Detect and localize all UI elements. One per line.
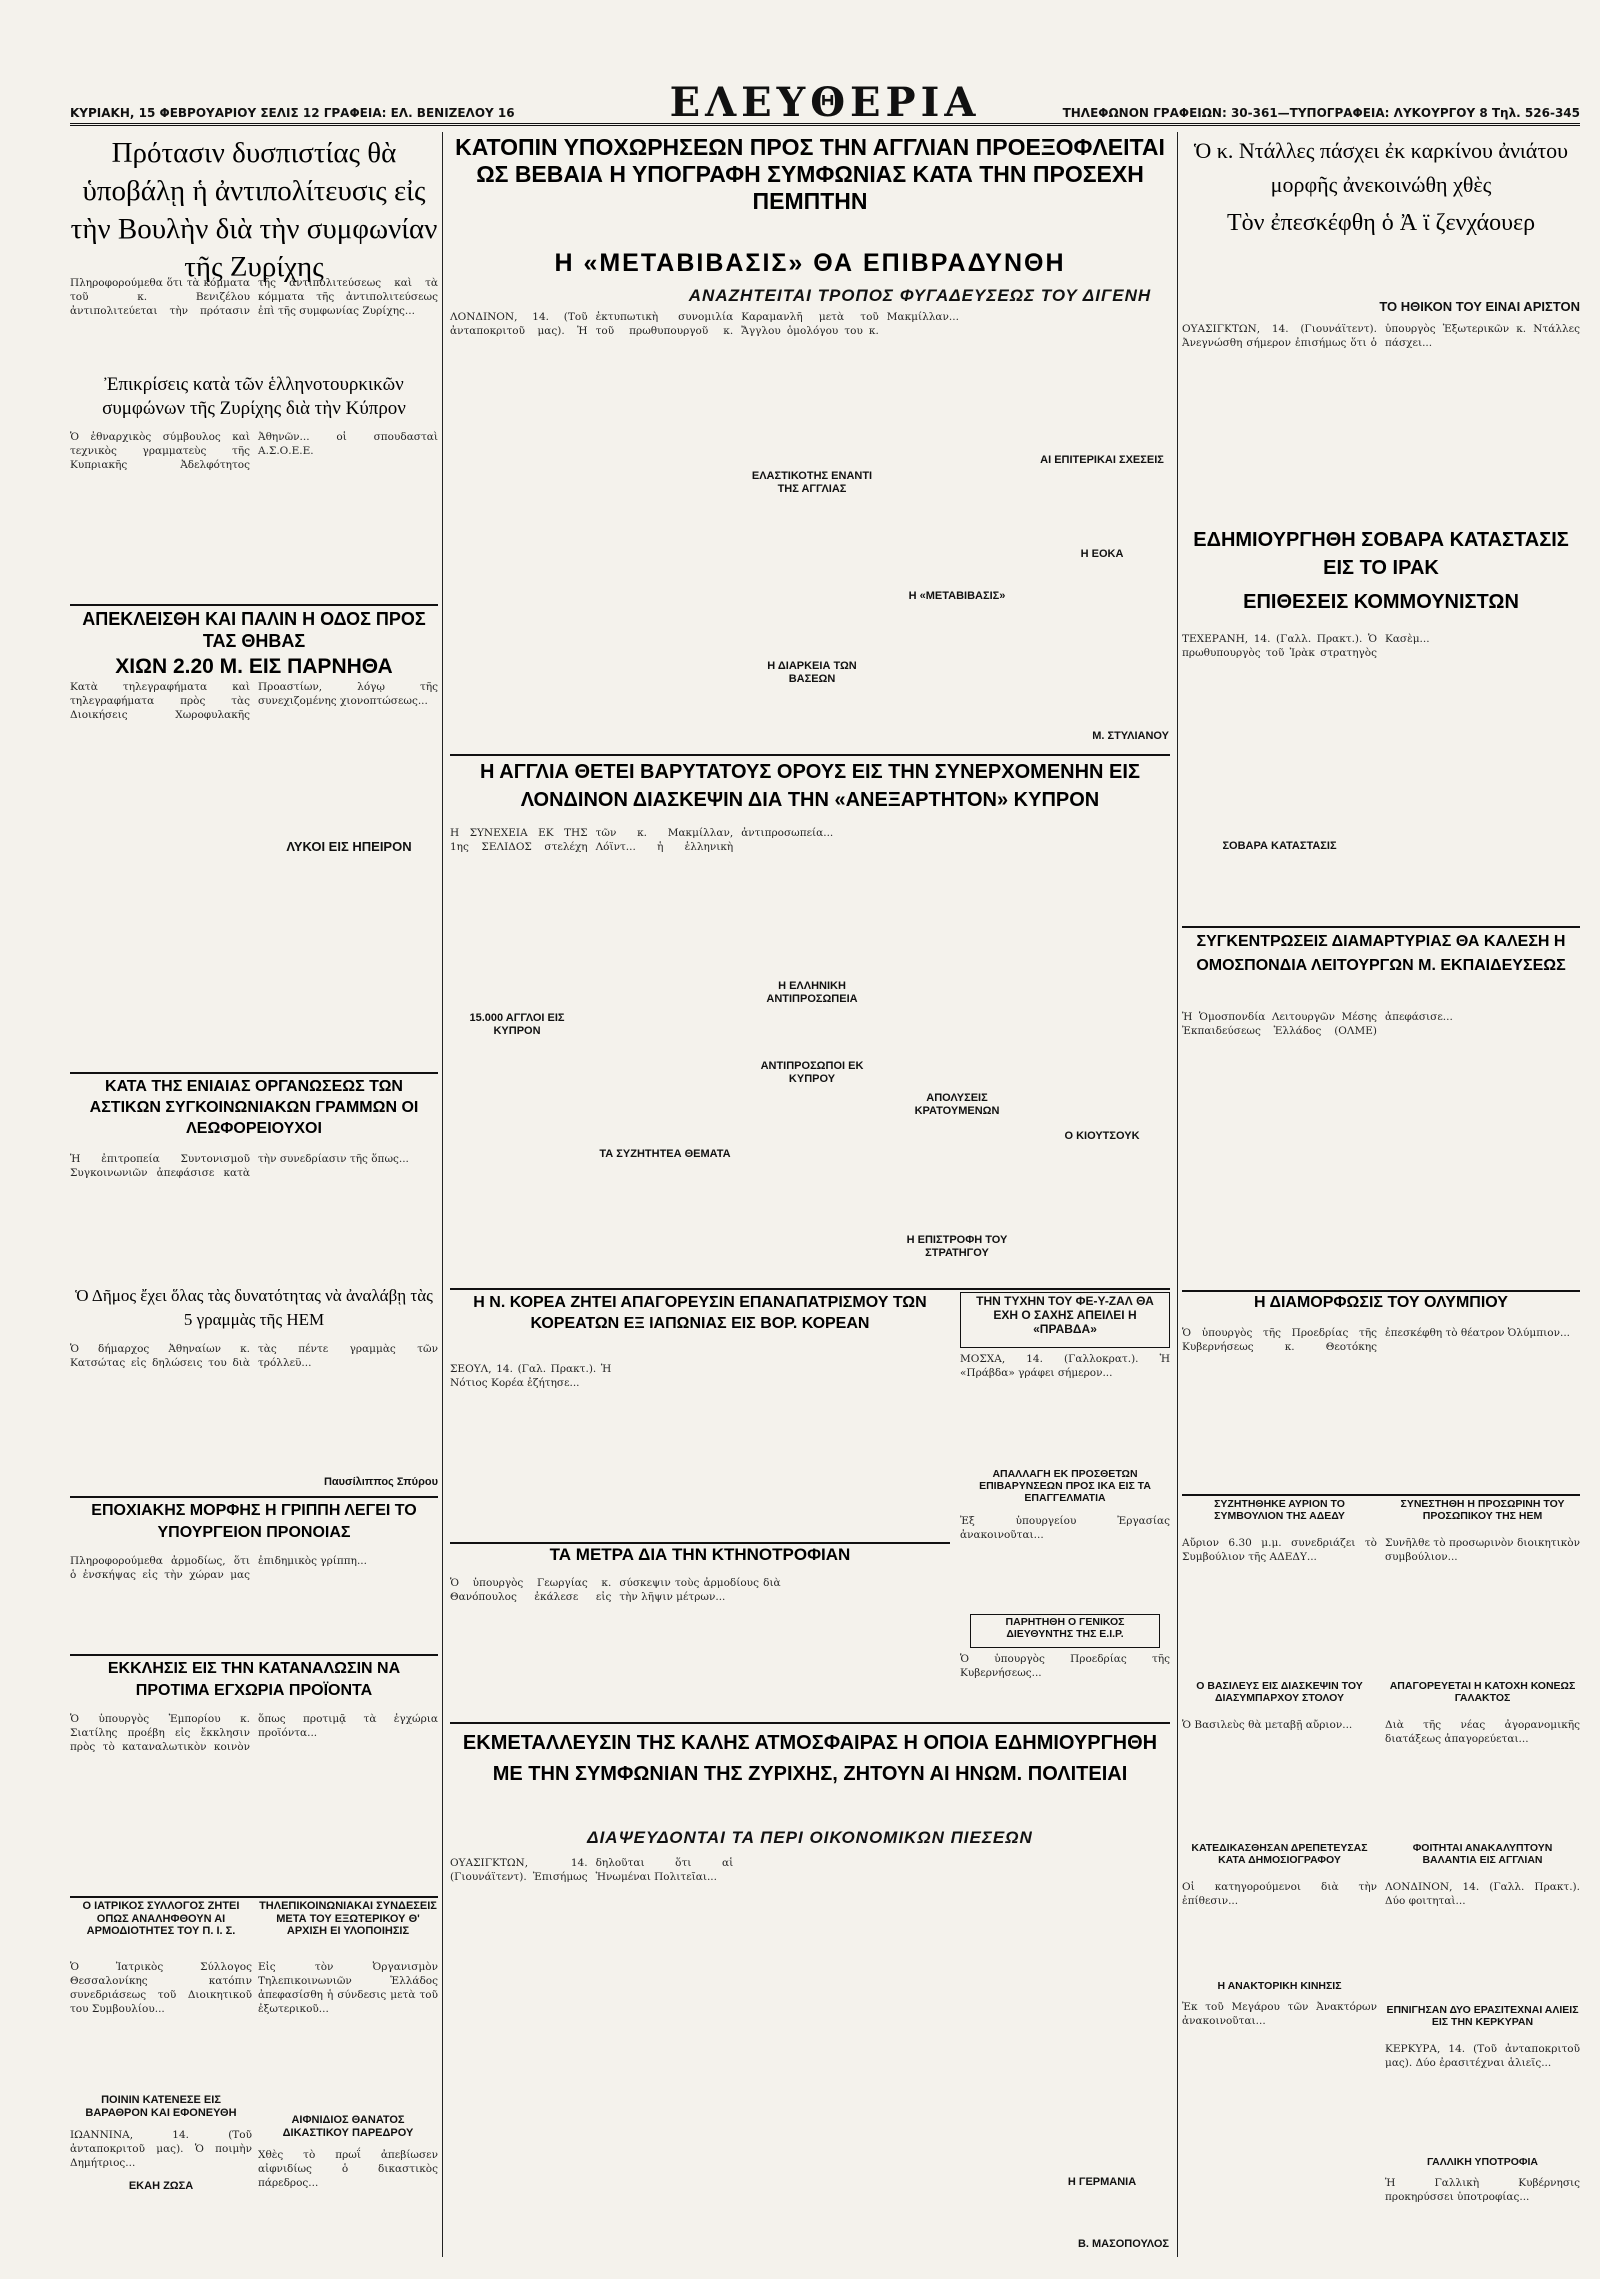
subheadline: ΔΙΑΨΕΥΔΟΝΤΑΙ ΤΑ ΠΕΡΙ ΟΙΚΟΝΟΜΙΚΩΝ ΠΙΕΣΕΩΝ bbox=[587, 1828, 1033, 1847]
article-katopin bbox=[450, 134, 1170, 248]
headline: ΕΠΝΙΓΗΣΑΝ ΔΥΟ ΕΡΑΣΙΤΕΧΝΑΙ ΑΛΙΕΙΣ ΕΙΣ ΤΗΝ ΚΕΡΚΥΡΑΝ bbox=[1386, 2004, 1579, 2029]
article-paraitisi bbox=[970, 1614, 1160, 1648]
article-dimos bbox=[70, 1284, 438, 1338]
article-parnitha bbox=[70, 608, 438, 678]
article-olympiou bbox=[1182, 1294, 1580, 1322]
byline: Β. ΜΑΣΟΠΟΥΛΟΣ bbox=[1077, 2238, 1169, 2250]
article-apallagi bbox=[960, 1468, 1170, 1512]
article-body: Ὁ Βασιλεὺς θὰ μεταβῇ αὔριον... bbox=[1182, 1719, 1353, 1731]
date-line: ΚΥΡΙΑΚΗ, 15 ΦΕΒΡΟΥΑΡΙΟΥ ΣΕΛΙΣ 12 ΓΡΑΦΕΙΑ: ΕΛ. ΒΕΝΙΖΕΛΟΥ 16 bbox=[70, 106, 515, 120]
article-protasin bbox=[70, 134, 438, 283]
section-heading: Ο ΚΙΟΥΤΣΟΥΚ bbox=[1064, 1130, 1140, 1142]
section-rule bbox=[450, 1542, 950, 1544]
headline: Η ΔΙΑΜΟΡΦΩΣΙΣ ΤΟΥ ΟΛΥΜΠΙΟΥ bbox=[1254, 1294, 1508, 1311]
article-syneteithi bbox=[1385, 1498, 1580, 1534]
section-rule bbox=[70, 1896, 438, 1898]
article-body: Οἱ κατηγορούμενοι διὰ τὴν ἐπίθεσιν... bbox=[1182, 1881, 1377, 1907]
section-rule bbox=[1182, 1494, 1580, 1496]
article-syzitithi bbox=[1182, 1498, 1377, 1534]
article-body: Χθὲς τὸ πρωΐ ἀπεβίωσεν αἰφνιδίως ὁ δικαστικὸς πάρεδρος... bbox=[258, 2149, 438, 2189]
section-heading: Η ΕΛΛΗΝΙΚΗ ΑΝΤΙΠΡΟΣΩΠΕΙΑ bbox=[766, 980, 858, 1005]
article-body: ΙΩΑΝΝΙΝΑ, 14. (Τοῦ ἀνταποκριτοῦ μας). Ὁ ποιμὴν Δημήτριος... bbox=[70, 2129, 252, 2169]
headline: ΕΚΜΕΤΑΛΛΕΥΣΙΝ ΤΗΣ ΚΑΛΗΣ ΑΤΜΟΣΦΑΙΡΑΣ Η ΟΠΟΙΑ ΕΔΗΜΙΟΥΡΓΗΘΗ ΜΕ ΤΗΝ ΣΥΜΦΩΝΙΑΝ ΤΗΣ ΖΥΡΙΧΗΣ, ΖΗΤΟΥΝ ΑΙ ΗΝΩΜ. ΠΟΛΙΤΕΙΑΙ bbox=[462, 1732, 1158, 1785]
headline: ΦΟΙΤΗΤΑΙ ΑΝΑΚΑΛΥΠΤΟΥΝ ΒΑΛΑΝΤΙΑ ΕΙΣ ΑΓΓΛΙΑΝ bbox=[1412, 1842, 1553, 1867]
headline: ΕΔΗΜΙΟΥΡΓΗΘΗ ΣΟΒΑΡΑ ΚΑΤΑΣΤΑΣΙΣ ΕΙΣ ΤΟ ΙΡΑΚ bbox=[1193, 529, 1569, 579]
section-heading: Η ΕΟΚΑ bbox=[1080, 548, 1124, 560]
article-body: Ὁ δήμαρχος Ἀθηναίων κ. Κατσώτας εἰς δηλώσεις του διὰ τὰς πέντε γραμμὰς τῶν τρόλλεϋ... bbox=[70, 1343, 438, 1369]
section-rule bbox=[450, 754, 1170, 756]
headline: ΚΑΤΕΔΙΚΑΣΘΗΣΑΝ ΔΡΕΠΕΤΕΥΣΑΣ ΚΑΤΑ ΔΗΜΟΣΙΟΓΡΑΦΟΥ bbox=[1191, 1842, 1368, 1867]
section-heading: 15.000 ΑΓΓΛΟΙ ΕΙΣ ΚΥΠΡΟΝ bbox=[469, 1012, 565, 1037]
article-body: Ἡ Γαλλικὴ Κυβέρνησις προκηρύσσει ὑποτροφίας... bbox=[1385, 2177, 1580, 2203]
article-gripi bbox=[70, 1500, 438, 1552]
headline: Ὁ Δῆμος ἔχει ὅλας τὰς δυνατότητας νὰ ἀναλάβῃ τὰς 5 γραμμὰς τῆς ΗΕΜ bbox=[75, 1286, 433, 1329]
article-body: Η ΣΥΝΕΧΕΙΑ ΕΚ ΤΗΣ 1ης ΣΕΛΙΔΟΣ στελέχη τῶν κ. Μακμίλλαν, Λόϊντ... ἡ ἑλληνικὴ ἀντιπροσωπεία... bbox=[450, 827, 834, 853]
headline: ΤΑ ΜΕΤΡΑ ΔΙΑ ΤΗΝ ΚΤΗΝΟΤΡΟΦΙΑΝ bbox=[549, 1545, 851, 1564]
article-omospondia bbox=[1182, 930, 1580, 1006]
headline: ΤΗΛΕΠΙΚΟΙΝΩΝΙΑΚΑΙ ΣΥΝΔΕΣΕΙΣ ΜΕΤΑ ΤΟΥ ΕΞΩΤΕΡΙΚΟΥ Θ' ΑΡΧΙΣΗ ΕΙ ΥΛΟΠΟΙΗΣΙΣ bbox=[259, 1900, 437, 1938]
article-tilepikoinoniakai bbox=[258, 1900, 438, 1958]
article-body: Πληροφορούμεθα ἀρμοδίως, ὅτι ὁ ἐνσκήψας εἰς τὴν χώραν μας ἐπιδημικὸς γρίππη... bbox=[70, 1555, 367, 1581]
section-heading: Η «ΜΕΤΑΒΙΒΑΣΙΣ» bbox=[908, 590, 1006, 602]
headline: ΑΙΦΝΙΔΙΟΣ ΘΑΝΑΤΟΣ ΔΙΚΑΣΤΙΚΟΥ ΠΑΡΕΔΡΟΥ bbox=[282, 2114, 414, 2139]
section-rule bbox=[70, 1496, 438, 1498]
column-rule bbox=[1177, 132, 1178, 2257]
article-body: Ὁ ὑπουργὸς Γεωργίας κ. Θανόπουλος ἐκάλεσε εἰς σύσκεψιν τοὺς ἀρμοδίους διὰ τὴν λῆψιν μέτρων... bbox=[450, 1577, 781, 1603]
article-enaia bbox=[70, 1076, 438, 1150]
subheadline: ΧΙΩΝ 2.20 Μ. ΕΙΣ ΠΑΡΝΗΘΑ bbox=[115, 655, 393, 678]
article-body: Ὁ Ἰατρικὸς Σύλλογος Θεσσαλονίκης κατόπιν συνεδριάσεως τοῦ Διοικητικοῦ του Συμβουλίου... bbox=[70, 1961, 252, 2015]
article-body: ΤΕΧΕΡΑΝΗ, 14. (Γαλλ. Πρακτ.). Ὁ πρωθυπουργὸς τοῦ Ἰρὰκ στρατηγὸς Κασὲμ... bbox=[1182, 633, 1430, 659]
article-anglia bbox=[450, 758, 1170, 822]
article-body: Διὰ τῆς νέας ἀγορανομικῆς διατάξεως ἀπαγορεύεται... bbox=[1385, 1719, 1580, 1745]
article-body: ΟΥΑΣΙΓΚΤΩΝ, 14. (Γιουνάϊτεντ). Ἀνεγνώσθη σήμερον ἐπισήμως ὅτι ὁ ὑπουργὸς Ἐξωτερικῶν κ. Ντάλλες πάσχει... bbox=[1182, 323, 1580, 349]
article-epinihsan bbox=[1385, 2004, 1580, 2040]
article-body: Ἡ ἐπιτροπεία Συντονισμοῦ Συγκοινωνιῶν ἀπεφάσισε κατὰ τὴν συνεδρίασιν τῆς ὅπως... bbox=[70, 1153, 409, 1179]
headline: ΑΠΑΛΛΑΓΗ ΕΚ ΠΡΟΣΘΕΤΩΝ ΕΠΙΒΑΡΥΝΣΕΩΝ ΠΡΟΣ ΙΚΑ ΕΙΣ ΤΑ ΕΠΑΓΓΕΛΜΑΤΙΑ bbox=[979, 1468, 1151, 1505]
headline: ΕΚΚΛΗΣΙΣ ΕΙΣ ΤΗΝ ΚΑΤΑΝΑΛΩΣΙΝ ΝΑ ΠΡΟΤΙΜΑ ΕΓΧΩΡΙΑ ΠΡΟΪΟΝΤΑ bbox=[107, 1660, 401, 1699]
section-rule bbox=[1182, 1290, 1580, 1292]
subheadline: ΕΠΙΘΕΣΕΙΣ ΚΟΜΜΟΥΝΙΣΤΩΝ bbox=[1243, 591, 1519, 613]
article-eklisis bbox=[70, 1658, 438, 1710]
section-heading: Η ΓΕΡΜΑΝΙΑ bbox=[1067, 2176, 1137, 2188]
section-rule bbox=[450, 1722, 1170, 1724]
section-heading: ΛΥΚΟΙ ΕΙΣ ΗΠΕΙΡΟΝ bbox=[286, 839, 412, 854]
headline-2: Τὸν ἐπεσκέφθη ὁ Ἀ ϊ ζενχάουερ bbox=[1226, 210, 1536, 236]
headline-metavivasis bbox=[450, 250, 1170, 284]
article-ktinotrofia bbox=[450, 1546, 950, 1574]
headline: Η ΑΝΑΚΤΟΡΙΚΗ ΚΙΝΗΣΙΣ bbox=[1217, 1980, 1342, 1992]
article-korea bbox=[450, 1292, 950, 1358]
byline: Μ. ΣΤΥΛΙΑΝΟΥ bbox=[1092, 730, 1169, 742]
section-heading: Η ΕΠΙΣΤΡΟΦΗ ΤΟΥ ΣΤΡΑΤΗΓΟΥ bbox=[906, 1234, 1008, 1259]
section-heading: ΣΟΒΑΡΑ ΚΑΤΑΣΤΑΣΙΣ bbox=[1222, 840, 1337, 852]
headline: Ἐπικρίσεις κατὰ τῶν ἑλληνοτουρκικῶν συμφώνων τῆς Ζυρίχης διὰ τὴν Κύπρον bbox=[102, 374, 406, 419]
article-body: Ὁ ὑπουργὸς Προεδρίας τῆς Κυβερνήσεως... bbox=[960, 1653, 1170, 1679]
headline: ΣΥΖΗΤΗΘΗΚΕ ΑΥΡΙΟΝ ΤΟ ΣΥΜΒΟΥΛΙΟΝ ΤΗΣ ΑΔΕΔΥ bbox=[1214, 1498, 1345, 1523]
subheadline: ΑΝΑΖΗΤΕΙΤΑΙ ΤΡΟΠΟΣ ΦΥΓΑΔΕΥΣΕΩΣ ΤΟΥ ΔΙΓΕΝΗ bbox=[688, 286, 1152, 305]
masthead bbox=[70, 80, 1580, 126]
article-irak bbox=[1182, 526, 1580, 626]
article-aifnidios bbox=[258, 2114, 438, 2146]
ekah-heading: ΕΚΑΗ ΖΩΣΑ bbox=[128, 2180, 194, 2192]
section-rule bbox=[70, 1072, 438, 1074]
subhead-pieseon bbox=[450, 1828, 1170, 1852]
section-heading: ΑΠΟΛΥΣΕΙΣ ΚΡΑΤΟΥΜΕΝΩΝ bbox=[914, 1092, 1000, 1117]
headline: ΣΥΝΕΣΤΗΘΗ Η ΠΡΟΣΩΡΙΝΗ ΤΟΥ ΠΡΟΣΩΠΙΚΟΥ ΤΗΣ ΗΕΜ bbox=[1400, 1498, 1565, 1523]
headline: Η ΑΓΓΛΙΑ ΘΕΤΕΙ ΒΑΡΥΤΑΤΟΥΣ ΟΡΟΥΣ ΕΙΣ ΤΗΝ ΣΥΝΕΡΧΟΜΕΝΗΝ ΕΙΣ ΛΟΝΔΙΝΟΝ ΔΙΑΣΚΕΨΙΝ ΔΙΑ ΤΗΝ «ΑΝΕΞΑΡΤΗΤΟΝ» ΚΥΠΡΟΝ bbox=[480, 761, 1140, 811]
section-rule bbox=[70, 604, 438, 606]
article-ekmetallefsi bbox=[450, 1728, 1170, 1824]
newspaper-page bbox=[70, 80, 1580, 2260]
section-heading: ΤΑ ΣΥΖΗΤΗΤΕΑ ΘΕΜΑΤΑ bbox=[599, 1148, 731, 1160]
section-heading: ΕΛΑΣΤΙΚΟΤΗΣ ΕΝΑΝΤΙ ΤΗΣ ΑΓΓΛΙΑΣ bbox=[751, 470, 873, 495]
headline: ΤΗΝ ΤΥΧΗΝ ΤΟΥ ΦΕ-Υ-ΖΑΛ ΘΑ ΕΧΗ Ο ΣΑΧΗΣ ΑΠΕΙΛΕΙ Η «ΠΡΑΒΔΑ» bbox=[976, 1294, 1154, 1336]
article-epikriseis bbox=[70, 373, 438, 425]
article-body: ΟΥΑΣΙΓΚΤΩΝ, 14. (Γιουνάϊτεντ). Ἐπισήμως δηλοῦται ὅτι αἱ Ἡνωμέναι Πολιτεῖαι... bbox=[450, 1857, 734, 1883]
article-body: Ἐκ τοῦ Μεγάρου τῶν Ἀνακτόρων ἀνακοινοῦται... bbox=[1182, 2001, 1377, 2027]
byline: Παυσίλιππος Σπύρου bbox=[323, 1476, 438, 1488]
article-body: Ὁ ὑπουργὸς Ἐμπορίου κ. Σιατίλης προέβη εἰς ἔκκλησιν πρὸς τὸ καταναλωτικὸν κοινὸν ὅπως προτιμᾷ τὰ ἐγχώρια προϊόντα... bbox=[70, 1713, 438, 1753]
article-body: ΚΕΡΚΥΡΑ, 14. (Τοῦ ἀνταποκριτοῦ μας). Δύο ἐρασιτέχναι ἁλιεῖς... bbox=[1385, 2043, 1580, 2069]
headline: ΠΑΡΗΤΗΘΗ Ο ΓΕΝΙΚΟΣ ΔΙΕΥΘΥΝΤΗΣ ΤΗΣ Ε.Ι.Ρ. bbox=[1005, 1616, 1125, 1641]
article-iatrikos bbox=[70, 1900, 252, 1958]
article-body: ΛΟΝΔΙΝΟΝ, 14. (Τοῦ ἀνταποκριτοῦ μας). Ἡ ἐκτυπωτικὴ συνομιλία τοῦ πρωθυπουργοῦ κ. Καραμανλῆ μετὰ τοῦ Ἄγγλου ὁμολόγου του κ. Μακμίλλαν... bbox=[450, 311, 959, 337]
headline: ΑΠΕΚΛΕΙΣΘΗ ΚΑΙ ΠΑΛΙΝ Η ΟΔΟΣ ΠΡΟΣ ΤΑΣ ΘΗΒΑΣ bbox=[82, 609, 426, 651]
article-dremeis bbox=[1182, 1842, 1377, 1878]
section-rule bbox=[70, 1654, 438, 1656]
headline: Ο ΙΑΤΡΙΚΟΣ ΣΥΛΛΟΓΟΣ ΖΗΤΕΙ ΟΠΩΣ ΑΝΑΛΗΦΘΟΥΝ ΑΙ ΑΡΜΟΔΙΟΤΗΤΕΣ ΤΟΥ Π. Ι. Σ. bbox=[82, 1900, 240, 1938]
article-body: Κατὰ τηλεγραφήματα καὶ τηλεγραφήματα πρὸς τὰς Διοικήσεις Χωροφυλακῆς Προαστίων, λόγῳ τῆς συνεχιζομένης χιονοπτώσεως... bbox=[70, 681, 438, 721]
section-rule bbox=[450, 1288, 1170, 1290]
subheadline: ΤΟ ΗΘΙΚΟΝ ΤΟΥ ΕΙΝΑΙ ΑΡΙΣΤΟΝ bbox=[1379, 299, 1580, 314]
article-body: Πληροφορούμεθα ὅτι τὰ κόμματα τοῦ κ. Βενιζέλου ἀντιπολιτεύεται τὴν πρότασιν τῆς ἀντιπολιτεύσεως καὶ τὰ κόμματα τῆς ἀντιπολιτεύσεως ἐπὶ τῆς συμφωνίας Ζυρίχης... bbox=[70, 277, 438, 317]
section-heading: ΑΙ ΕΠΙΤΕΡΙΚΑΙ ΣΧΕΣΕΙΣ bbox=[1040, 454, 1164, 466]
headline: ΚΑΤΟΠΙΝ ΥΠΟΧΩΡΗΣΕΩΝ ΠΡΟΣ ΤΗΝ ΑΓΓΛΙΑΝ ΠΡΟΕΞΟΦΛΕΙΤΑΙ ΩΣ ΒΕΒΑΙΑ Η ΥΠΟΓΡΑΦΗ ΣΥΜΦΩΝΙΑΣ ΚΑΤΑ ΤΗΝ ΠΡΟΣΕΧΗ ΠΕΜΠΤΗΝ bbox=[455, 134, 1165, 214]
headline: ΚΑΤΑ ΤΗΣ ΕΝΙΑΙΑΣ ΟΡΓΑΝΩΣΕΩΣ ΤΩΝ ΑΣΤΙΚΩΝ ΣΥΓΚΟΙΝΩΝΙΑΚΩΝ ΓΡΑΜΜΩΝ ΟΙ ΛΕΩΦΟΡΕΙΟΥΧΟΙ bbox=[89, 1078, 419, 1137]
article-foititai bbox=[1385, 1842, 1580, 1878]
subhead-digeni bbox=[670, 286, 1170, 308]
article-ntalles bbox=[1182, 134, 1580, 298]
article-body: Ὁ ὑπουργὸς τῆς Προεδρίας τῆς Κυβερνήσεως κ. Θεοτόκης ἐπεσκέφθη τὸ θέατρον Ὀλύμπιον... bbox=[1182, 1327, 1570, 1353]
headline: Η «ΜΕΤΑΒΙΒΑΣΙΣ» ΘΑ ΕΠΙΒΡΑΔΥΝΘΗ bbox=[554, 249, 1066, 277]
column-rule bbox=[442, 132, 443, 2257]
article-body: Συνῆλθε τὸ προσωρινὸν διοικητικὸν συμβούλιον... bbox=[1385, 1537, 1580, 1563]
article-body: Αὔριον 6.30 μ.μ. συνεδριάζει τὸ Συμβούλιον τῆς ΑΔΕΔΥ... bbox=[1182, 1537, 1377, 1563]
article-galliki bbox=[1385, 2156, 1580, 2174]
article-apagorevetai bbox=[1385, 1680, 1580, 1716]
article-body: Εἰς τὸν Ὀργανισμὸν Τηλεπικοινωνιῶν Ἑλλάδος ἀπεφασίσθη ἡ σύνδεσις μετὰ τοῦ ἐξωτερικοῦ... bbox=[258, 1961, 438, 2015]
section-heading: Η ΔΙΑΡΚΕΙΑ ΤΩΝ ΒΑΣΕΩΝ bbox=[767, 660, 857, 685]
article-body: ΛΟΝΔΙΝΟΝ, 14. (Γαλλ. Πρακτ.). Δύο φοιτηταὶ... bbox=[1385, 1881, 1580, 1907]
headline: Πρότασιν δυσπιστίας θὰ ὑποβάλῃ ἡ ἀντιπολίτευσις εἰς τὴν Βουλὴν διὰ τὴν συμφωνίαν τῆς Ζυρίχης bbox=[70, 137, 438, 283]
section-heading: ΑΝΤΙΠΡΟΣΩΠΟΙ ΕΚ ΚΥΠΡΟΥ bbox=[760, 1060, 864, 1085]
article-poinimin bbox=[70, 2094, 252, 2126]
headline: ΣΥΓΚΕΝΤΡΩΣΕΙΣ ΔΙΑΜΑΡΤΥΡΙΑΣ ΘΑ ΚΑΛΕΣΗ Η ΟΜΟΣΠΟΝΔΙΑ ΛΕΙΤΟΥΡΓΩΝ Μ. ΕΚΠΑΙΔΕΥΣΕΩΣ bbox=[1196, 933, 1566, 974]
article-fevzal bbox=[960, 1292, 1170, 1348]
headline: ΑΠΑΓΟΡΕΥΕΤΑΙ Η ΚΑΤΟΧΗ ΚΟΝΕΩΣ ΓΑΛΑΚΤΟΣ bbox=[1389, 1680, 1576, 1705]
subhead-ithikon bbox=[1250, 300, 1580, 318]
phones-line: ΤΗΛΕΦΩΝΟΝ ΓΡΑΦΕΙΩΝ: 30-361—ΤΥΠΟΓΡΑΦΕΙΑ: ΛΥΚΟΥΡΓΟΥ 8 Τηλ. 526-345 bbox=[1062, 106, 1580, 120]
article-body: ΣΕΟΥΛ, 14. (Γαλ. Πρακτ.). Ἡ Νότιος Κορέα ἐζήτησε... bbox=[450, 1363, 612, 1389]
newspaper-title: ΕΛΕΥΘΕΡΙΑ bbox=[669, 79, 981, 126]
headline: ΠΟΙΝΙΝ ΚΑΤΕΝΕΣΕ ΕΙΣ ΒΑΡΑΘΡΟΝ ΚΑΙ ΕΦΟΝΕΥΘΗ bbox=[85, 2094, 237, 2119]
article-body: Ἐξ ὑπουργείου Ἐργασίας ἀνακοινοῦται... bbox=[960, 1515, 1170, 1541]
headline: Ο ΒΑΣΙΛΕΥΣ ΕΙΣ ΔΙΑΣΚΕΨΙΝ ΤΟΥ ΔΙΑΣΥΜΠΑΡΧΟΥ ΣΤΟΛΟΥ bbox=[1196, 1680, 1363, 1705]
section-rule bbox=[1182, 926, 1580, 928]
article-body: Ὁ ἐθναρχικὸς σύμβουλος καὶ τεχνικὸς γραμματεὺς τῆς Κυπριακῆς Ἀδελφότητος Ἀθηνῶν... οἱ σπουδασταὶ Α.Σ.Ο.Ε.Ε. bbox=[70, 431, 438, 471]
article-vasileis bbox=[1182, 1680, 1377, 1716]
article-body: ΜΟΣΧΑ, 14. (Γαλλοκρατ.). Ἡ «Πράβδα» γράφει σήμερον... bbox=[960, 1353, 1170, 1379]
headline: ΓΑΛΛΙΚΗ ΥΠΟΤΡΟΦΙΑ bbox=[1426, 2156, 1539, 2168]
article-anaktoriki bbox=[1182, 1980, 1377, 1998]
headline: Ὁ κ. Ντάλλες πάσχει ἐκ καρκίνου ἀνιάτου μορφῆς ἀνεκοινώθη χθὲς bbox=[1193, 138, 1569, 197]
article-body: Ἡ Ὁμοσπονδία Λειτουργῶν Μέσης Ἐκπαιδεύσεως Ἑλλάδος (ΟΛΜΕ) ἀπεφάσισε... bbox=[1182, 1011, 1453, 1037]
headline: ΕΠΟΧΙΑΚΗΣ ΜΟΡΦΗΣ Η ΓΡΙΠΠΗ ΛΕΓΕΙ ΤΟ ΥΠΟΥΡΓΕΙΟΝ ΠΡΟΝΟΙΑΣ bbox=[91, 1502, 417, 1541]
headline: Η Ν. ΚΟΡΕΑ ΖΗΤΕΙ ΑΠΑΓΟΡΕΥΣΙΝ ΕΠΑΝΑΠΑΤΡΙΣΜΟΥ ΤΩΝ ΚΟΡΕΑΤΩΝ ΕΞ ΙΑΠΩΝΙΑΣ ΕΙΣ ΒΟΡ. ΚΟΡΕΑΝ bbox=[473, 1294, 927, 1332]
